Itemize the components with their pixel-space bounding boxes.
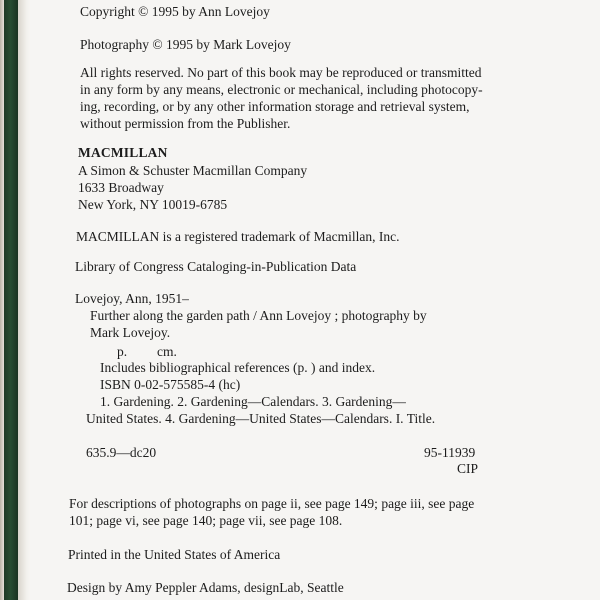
cip-title-line-1: Further along the garden path / Ann Lovejoy ; photography by [90, 308, 427, 323]
cip-title-line-2: Mark Lovejoy. [90, 325, 171, 340]
photo-note-line-2: 101; page vi, see page 140; page vii, see page 108. [69, 513, 343, 528]
cip-subjects-line-1: 1. Gardening. 2. Gardening—Calendars. 3. Gardening— [100, 394, 406, 409]
cip-main-entry: Lovejoy, Ann, 1951– [75, 291, 189, 306]
publisher-line-1: A Simon & Schuster Macmillan Company [78, 163, 308, 178]
cip-subjects-line-2: United States. 4. Gardening—United States—Calendars. I. Title. [86, 411, 436, 426]
copyright-page [30, 0, 600, 600]
cip-label: CIP [457, 461, 479, 476]
trademark-notice: MACMILLAN is a registered trademark of Macmillan, Inc. [76, 229, 400, 244]
photo-note-line-1: For descriptions of photographs on page ii, see page 149; page iii, see page [69, 496, 475, 511]
cip-pagination: p. [117, 344, 128, 359]
cip-heading: Library of Congress Cataloging-in-Publication Data [75, 259, 357, 274]
cip-lccn: 95-11939 [424, 445, 476, 460]
photography-copyright-line: Photography © 1995 by Mark Lovejoy [80, 37, 291, 52]
printed-in-line: Printed in the United States of America [68, 547, 281, 562]
publisher-name: MACMILLAN [78, 145, 168, 160]
rights-line-1: All rights reserved. No part of this book may be reproduced or transmitted [80, 65, 482, 80]
rights-line-2: in any form by any means, electronic or mechanical, including photocopy- [80, 82, 483, 97]
rights-line-4: without permission from the Publisher. [80, 116, 291, 131]
cip-classification: 635.9—dc20 [86, 445, 157, 460]
page-gutter [18, 0, 30, 600]
cip-bibliography-note: Includes bibliographical references (p. ) and index. [100, 360, 376, 375]
publisher-address: 1633 Broadway [78, 180, 164, 195]
design-credit: Design by Amy Peppler Adams, designLab, Seattle [67, 580, 344, 595]
rights-line-3: ing, recording, or by any other information storage and retrieval system, [80, 99, 470, 114]
cip-size: cm. [157, 344, 177, 359]
book-binding [4, 0, 18, 600]
copyright-line: Copyright © 1995 by Ann Lovejoy [80, 4, 270, 19]
publisher-city: New York, NY 10019-6785 [78, 197, 228, 212]
cip-isbn: ISBN 0-02-575585-4 (hc) [100, 377, 241, 392]
